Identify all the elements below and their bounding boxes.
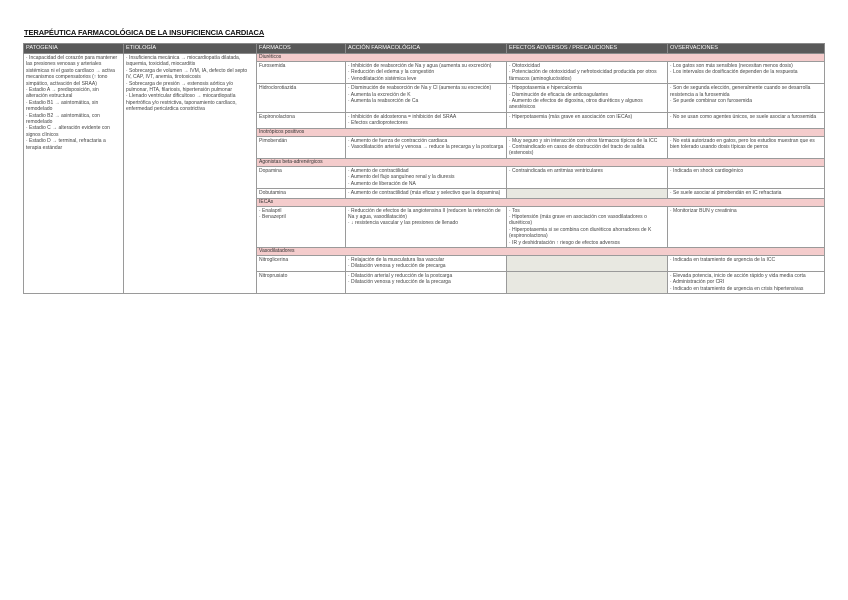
adverse-cell-line: · Potenciación de ototoxicidad y nefrotoxicidad producida por otros fármacos (aminoglucósidos)	[509, 69, 657, 82]
action-cell-line: · Relajación de la musculatura lisa vascular	[348, 256, 445, 263]
adverse-cell	[507, 255, 668, 271]
header-row	[24, 44, 825, 54]
therapy-table	[23, 43, 825, 294]
drug-cell	[257, 255, 346, 271]
table-body	[24, 54, 825, 294]
adverse-cell-line: · Tos	[509, 207, 520, 214]
action-cell-line: · Dilatación venosa y reducción de la precarga	[348, 279, 451, 286]
header-accion: ACCIÓN FARMACOLÓGICA	[346, 44, 507, 54]
section-row	[24, 54, 825, 62]
action-cell-line: · Aumento de liberación de NA	[348, 180, 416, 187]
action-cell-line: · Reducción del edema y la congestión	[348, 69, 435, 76]
patogenia-cell-line: · Estadio B2 → asintomática, con remodelado	[26, 112, 100, 126]
action-cell	[346, 255, 507, 271]
obs-cell-line: · Se puede combinar con furosemida	[670, 98, 752, 105]
obs-cell-line: · Indicado en tratamiento de urgencia en crisis hipertensivas	[670, 285, 804, 292]
obs-cell-line: · No se usan como agentes únicos, se suele asociar a furosemida	[670, 113, 817, 120]
drug-cell-line: Pimobendán	[259, 137, 288, 144]
obs-cell	[668, 271, 825, 293]
drug-cell-line: Furosemida	[259, 63, 286, 69]
etiologia-cell-line: · Llenado ventricular dificultoso → miocardiopatía hipertrófica y/o restrictiva, taponamiento cardíaco, enfermedad pericárdica constrictiva	[126, 93, 237, 113]
adverse-cell-line: · Hiperpotasemia (más grave en asociación con IECAs)	[509, 113, 633, 120]
drug-cell	[257, 271, 346, 293]
drug-cell	[257, 62, 346, 84]
drug-cell-line: Dopamina	[259, 167, 282, 174]
obs-cell	[668, 255, 825, 271]
patogenia-cell-line: · Estadio C → alteración evidente con signos clínicos	[26, 125, 110, 138]
adverse-cell	[507, 112, 668, 128]
patogenia-cell-line: · Estadio A → predisposición, sin alteración estructural	[26, 87, 99, 100]
drug-cell-line: Dobutamina	[259, 190, 286, 197]
patogenia-cell-line: · Estadio D → terminal, refractaria a terapia estándar	[26, 138, 106, 151]
section-header: Agonistas beta-adrenérgicos	[257, 158, 825, 166]
drug-cell	[257, 136, 346, 158]
adverse-cell-line: · Muy seguro y sin interacción con otros fármacos típicos de la ICC	[509, 137, 658, 144]
action-cell	[346, 112, 507, 128]
adverse-cell	[507, 189, 668, 198]
adverse-cell	[507, 166, 668, 188]
action-cell-line: · Inhibición de aldosterona = inhibición del SRAA	[348, 113, 457, 120]
action-cell-line: · Dilatación venosa y reducción de precarga	[348, 263, 446, 270]
obs-cell	[668, 62, 825, 84]
obs-cell-line: · No está autorizado en gatos, pero los estudios muestran que es bien tolerado usando dosis típicas de perros	[670, 137, 815, 151]
action-cell-line: · Aumenta la reabsorción de Ca	[348, 98, 419, 105]
header-efectos: EFECTOS ADVERSOS / PRECAUCIONES	[507, 44, 668, 54]
etiologia-cell	[124, 54, 257, 294]
action-cell-line: · Dilatación arterial y reducción de la postcarga	[348, 272, 453, 279]
header-etiologia: ETIOLOGÍA	[124, 44, 257, 54]
header-farmacos: FÁRMACOS	[257, 44, 346, 54]
etiologia-cell-line: · Sobrecarga de presión → estenosis aórtica y/o pulmonar, HTA, filariosis, hipertensión pulmonar	[126, 80, 233, 94]
drug-cell-line: Nitroglicerina	[259, 256, 289, 263]
action-cell	[346, 84, 507, 113]
obs-cell-line: · Los gatos son más sensibles (necesitan menos dosis)	[670, 63, 793, 69]
etiologia-cell-line: · Sobrecarga de volumen → IVM, IA, defecto del septo IV, CAP, IVT, anemia, tirotoxicosis	[126, 67, 248, 81]
action-cell-line: · Disminución de reabsorción de Na y Cl (aumenta su excreción)	[348, 85, 492, 92]
adverse-cell-line: · Contraindicada en arritmias ventriculares	[509, 167, 603, 174]
drug-cell	[257, 206, 346, 247]
obs-cell	[668, 166, 825, 188]
obs-cell	[668, 136, 825, 158]
action-cell-line: · Venodilatación sistémica leve	[348, 75, 417, 82]
obs-cell-line: · Los intervalos de dosificación dependen de la respuesta	[670, 69, 798, 76]
obs-cell	[668, 206, 825, 247]
drug-cell-line: · Benazepril	[259, 213, 286, 220]
drug-cell	[257, 112, 346, 128]
drug-cell	[257, 189, 346, 198]
patogenia-cell	[24, 54, 124, 294]
adverse-cell-line: · Aumento de efectos de digoxina, otros diuréticos y algunos anestésicos	[509, 98, 643, 111]
action-cell	[346, 136, 507, 158]
patogenia-cell-line: · Estadio B1 → asintomática, sin remodelado	[26, 99, 99, 113]
obs-cell-line: · Elevada potencia, inicio de acción rápido y vida media corta	[670, 272, 806, 279]
obs-cell-line: · Monitorizar BUN y creatinina	[670, 207, 737, 214]
adverse-cell-line: · Disminución de eficacia de anticoagulantes	[509, 91, 608, 98]
section-header: Inotrópicos positivos	[257, 128, 825, 136]
action-cell-line: · Aumento de contractilidad	[348, 167, 409, 174]
obs-cell	[668, 112, 825, 128]
obs-cell	[668, 84, 825, 113]
obs-cell-line: · Administración por CRI	[670, 279, 725, 286]
action-cell	[346, 271, 507, 293]
action-cell-line: · Aumento de fuerza de contracción cardiaca	[348, 137, 448, 144]
action-cell	[346, 189, 507, 198]
etiologia-cell-line: · Insuficiencia mecánica → miocardiopatía dilatada, isquemia, toxicidad, miocarditis	[126, 55, 241, 68]
action-cell-line: · ↓ resistencia vascular y las presiones de llenado	[348, 220, 459, 227]
action-cell-line: · Efectos cardioprotectores	[348, 120, 408, 127]
action-cell-line: · Aumento de contractilidad (más eficaz y selectivo que la dopamina)	[348, 190, 501, 197]
obs-cell	[668, 189, 825, 198]
adverse-cell	[507, 136, 668, 158]
action-cell	[346, 166, 507, 188]
obs-cell-line: · Son de segunda elección, generalmente cuando se desarrolla resistencia a la furosemida	[670, 85, 811, 98]
action-cell	[346, 206, 507, 247]
section-header: IECAs	[257, 198, 825, 206]
action-cell-line: · Aumenta la excreción de K	[348, 91, 411, 98]
action-cell	[346, 62, 507, 84]
document-title: TERAPÉUTICA FARMACOLÓGICA DE LA INSUFICIENCIA CARDIACA	[24, 28, 265, 37]
action-cell-line: · Vasodilatación arterial y venosa → reduce la precarga y la postcarga	[348, 144, 504, 151]
adverse-cell-line: · Contraindicado en casos de obstrucción del tracto de salida (estenosis)	[509, 144, 645, 157]
adverse-cell-line: · Hiperpotasemia si se combina con diuréticos ahorradores de K (espironolactona)	[509, 226, 652, 240]
adverse-cell-line: · IR y deshidratación ↑ riesgo de efectos adversos	[509, 239, 620, 246]
adverse-cell	[507, 84, 668, 113]
section-header: Diuréticos	[257, 54, 825, 62]
action-cell-line: · Reducción de efectos de la angiotensina II (reducen la retención de Na y agua, vasodilatación)	[348, 207, 501, 220]
adverse-cell-line: · Hipopotasemia e hipercalcemia	[509, 85, 582, 92]
drug-cell-line: · Enalapril	[259, 207, 282, 214]
obs-cell-line: · Indicada en shock cardiogénico	[670, 167, 744, 174]
drug-cell-line: Espironolactona	[259, 113, 295, 120]
drug-cell	[257, 166, 346, 188]
adverse-cell	[507, 206, 668, 247]
adverse-cell	[507, 62, 668, 84]
drug-cell-line: Hidroclorotiazida	[259, 85, 297, 92]
obs-cell-line: · Se suele asociar al pimobendán en IC refractaria	[670, 190, 782, 197]
patogenia-cell-line: · Incapacidad del corazón para mantener las presiones venosas y arteriales sistémicas ni el gasto cardíaco → activa mecanismos compensatorios (↑ tono simpático, activación del SRAA)	[26, 55, 118, 87]
action-cell-line: · Inhibición de reabsorción de Na y agua (aumenta su excreción)	[348, 63, 492, 69]
action-cell-line: · Aumento del flujo sanguíneo renal y la diuresis	[348, 174, 455, 181]
header-patogenia: PATOGENIA	[24, 44, 124, 54]
drug-cell-line: Nitroprusiato	[259, 272, 288, 279]
section-header: Vasodilatadores	[257, 247, 825, 255]
adverse-cell	[507, 271, 668, 293]
adverse-cell-line: · Ototoxicidad	[509, 63, 540, 69]
header-observaciones: OVSERVACIONES	[668, 44, 825, 54]
obs-cell-line: · Indicada en tratamiento de urgencia de la ICC	[670, 256, 776, 263]
adverse-cell-line: · Hipotensión (más grave en asociación con vasodilatadores o diuréticos)	[509, 213, 647, 227]
drug-cell	[257, 84, 346, 113]
